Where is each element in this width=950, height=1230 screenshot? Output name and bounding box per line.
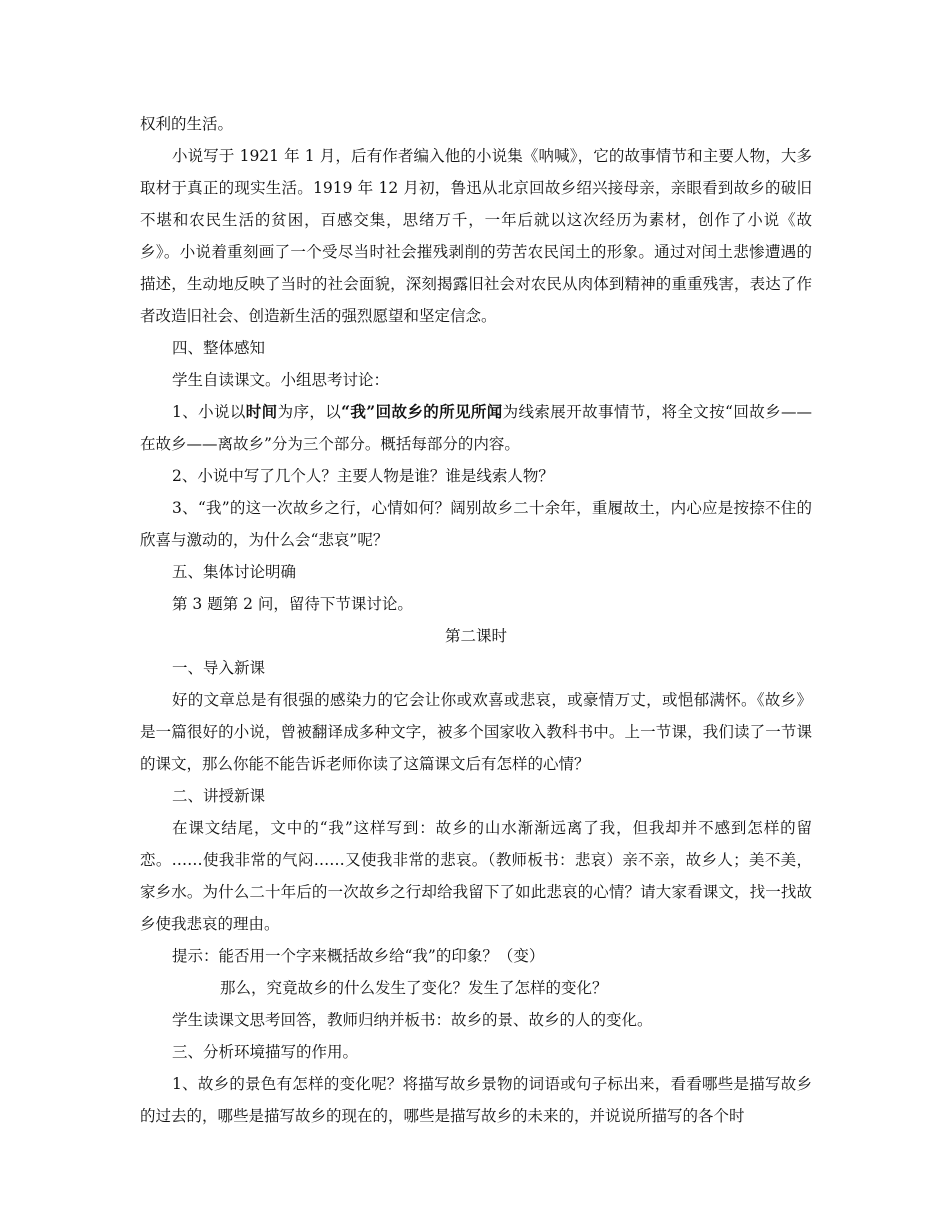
document-body bbox=[140, 108, 812, 1132]
question-3: 3、“我”的这一次故乡之行，心情如何？阔别故乡二十余年，重履故土，内心应是按捺不住的欣喜与激动的，为什么会“悲哀”呢？ bbox=[140, 499, 812, 549]
paragraph-ending-quote: 在课文结尾，文中的“我”这样写到：故乡的山水渐渐远离了我，但我却并不感到怎样的留恋。……使我非常的气闷……又使我非常的悲哀。（教师板书：悲哀）亲不亲，故乡人；美不美，家乡水。为什么二十年后的一次故乡之行却给我留下了如此悲哀的心情？请大家看课文，找一找故乡使我悲哀的理由。 bbox=[140, 819, 812, 933]
paragraph-follow-up-question: 那么，究竟故乡的什么发生了变化？发生了怎样的变化？ bbox=[220, 979, 608, 997]
question-1-part-c: 为序，以 bbox=[277, 403, 342, 421]
question-1-part-e: 为线索展开故事情节，将全文按“回故乡——在故乡——离故乡”分为三个部分。概括每部分的内容。 bbox=[140, 403, 812, 453]
paragraph-background: 小说写于 1921 年 1 月，后有作者编入他的小说集《呐喊》，它的故事情节和主要人物，大多取材于真正的现实生活。1919 年 12 月初，鲁迅从北京回故乡绍兴接母亲，亲眼看到故乡的破旧不堪和农民生活的贫困，百感交集，思绪万千，一年后就以这次经历为素材，创作了小说《故乡》。小说着重刻画了一个受尽当时社会摧残剥削的劳苦农民闰土的形象。通过对闰土悲惨遭遇的描述，生动地反映了当时的社会面貌，深刻揭露旧社会对农民从肉体到精神的重重残害，表达了作者改造旧社会、创造新生活的强烈愿望和坚定信念。 bbox=[140, 147, 812, 325]
paragraph-hint: 提示：能否用一个字来概括故乡给“我”的印象？（变） bbox=[172, 947, 545, 965]
question-1-bold-time: 时间 bbox=[245, 402, 278, 421]
lesson-title-second-period: 第二课时 bbox=[444, 627, 507, 645]
section-heading-environment: 三、分析环境描写的作用。 bbox=[172, 1043, 359, 1061]
section-heading-overall-perception: 四、整体感知 bbox=[172, 339, 266, 357]
paragraph-introduction: 好的文章总是有很强的感染力的它会让你或欢喜或悲哀，或豪情万丈，或悒郁满怀。《故乡》是一篇很好的小说，曾被翻译成多种文字，被多个国家收入教科书中。上一节课，我们读了一节课的课文，那么你能不能告诉老师你读了这篇课文后有怎样的心情？ bbox=[140, 691, 812, 773]
paragraph-continuation: 权利的生活。 bbox=[140, 115, 234, 133]
paragraph-student-answer: 学生读课文思考回答，教师归纳并板书：故乡的景、故乡的人的变化。 bbox=[172, 1011, 653, 1029]
paragraph-deferred-discussion: 第 3 题第 2 问，留待下节课讨论。 bbox=[172, 595, 413, 613]
section-heading-new-lesson: 二、讲授新课 bbox=[172, 787, 266, 805]
section-heading-group-discussion: 五、集体讨论明确 bbox=[172, 563, 297, 581]
question-1 bbox=[140, 396, 812, 460]
question-1-part-a: 1、小说以 bbox=[172, 403, 246, 421]
question-1-bold-clue: “我”回故乡的所见所闻 bbox=[341, 402, 503, 421]
paragraph-scenery-task: 1、故乡的景色有怎样的变化呢？将描写故乡景物的词语或句子标出来，看看哪些是描写故乡的过去的，哪些是描写故乡的现在的，哪些是描写故乡的未来的，并说说所描写的各个时 bbox=[140, 1075, 812, 1125]
section-heading-introduction: 一、导入新课 bbox=[172, 659, 266, 677]
question-2: 2、小说中写了几个人？主要人物是谁？谁是线索人物？ bbox=[172, 467, 554, 485]
paragraph-self-reading: 学生自读课文。小组思考讨论： bbox=[172, 371, 390, 389]
